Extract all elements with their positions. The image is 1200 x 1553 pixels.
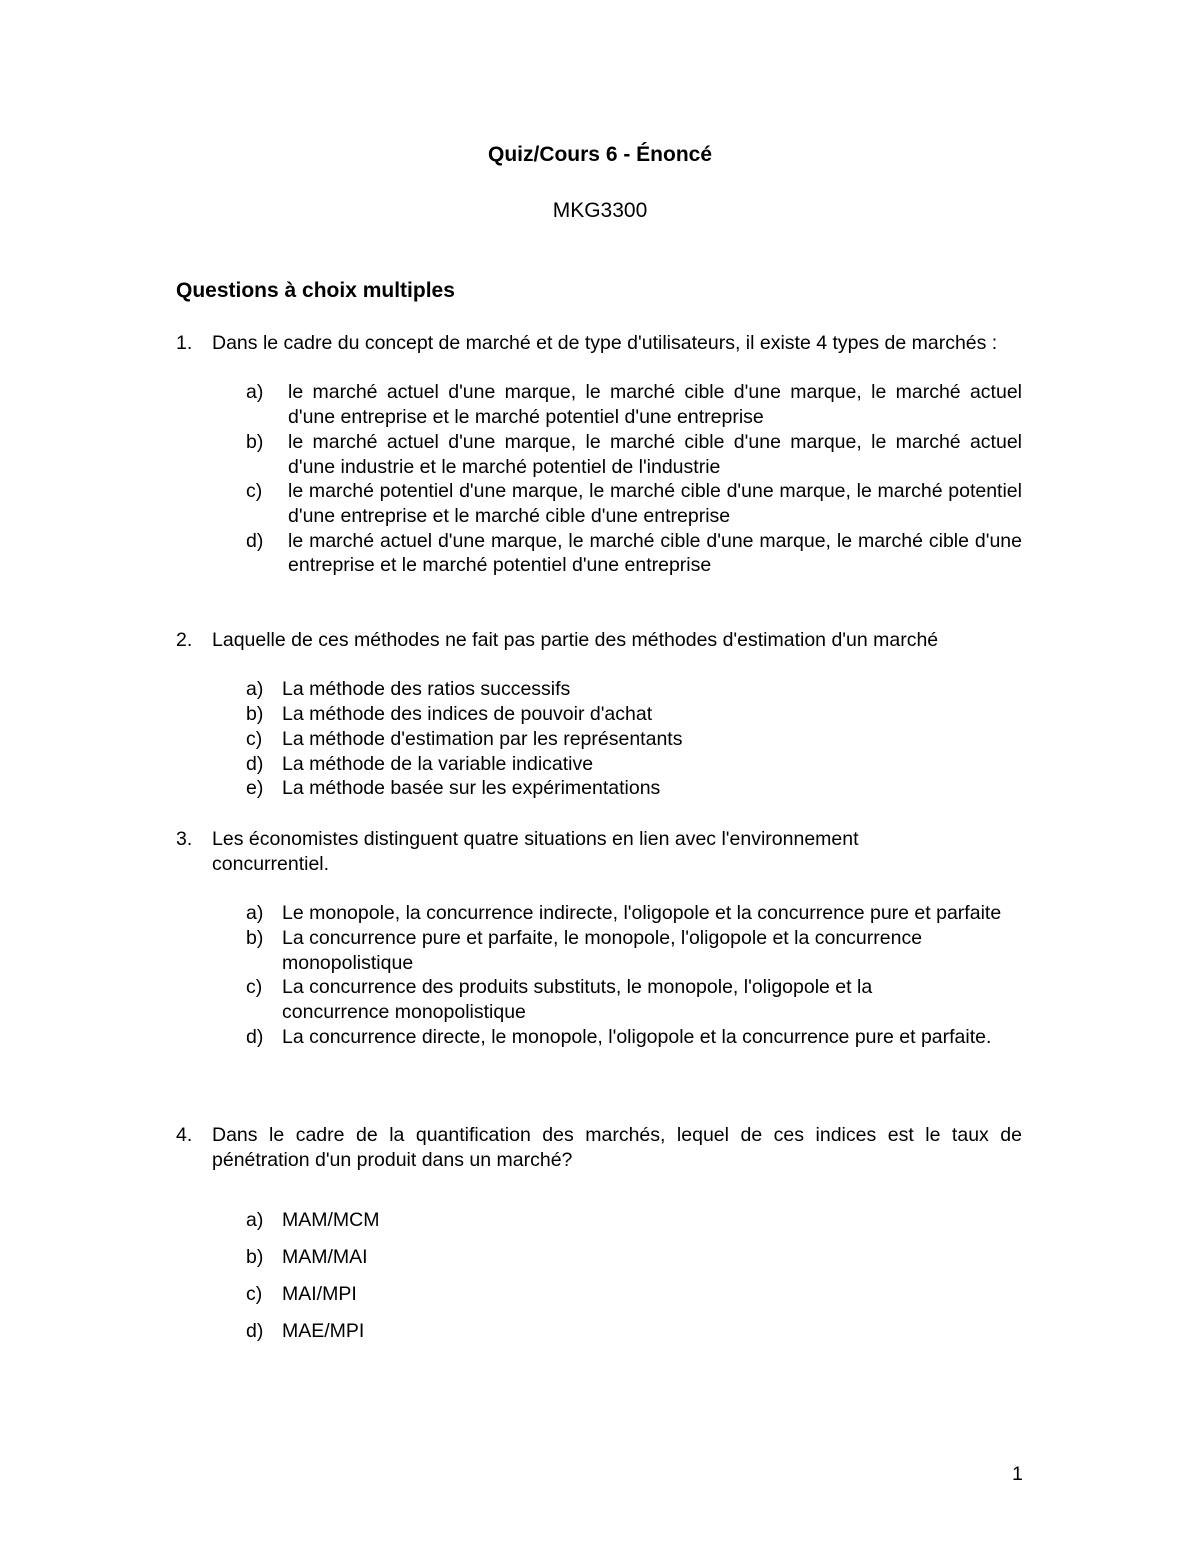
option-text: MAI/MPI <box>282 1283 357 1306</box>
question-text: Laquelle de ces méthodes ne fait pas partie des méthodes d'estimation d'un marché <box>212 629 939 651</box>
option-text: La méthode basée sur les expérimentations <box>282 777 661 800</box>
option-letter: c) <box>246 727 263 750</box>
option-text: La méthode d'estimation par les représentants <box>282 727 683 750</box>
option-letter: a) <box>246 1209 264 1232</box>
option <box>246 975 1022 1024</box>
option-list <box>176 380 1022 578</box>
page-number: 1 <box>1012 1463 1023 1485</box>
option-text: MAM/MCM <box>282 1209 380 1232</box>
option-letter: a) <box>246 678 264 701</box>
option <box>246 1025 1022 1050</box>
option <box>246 901 1022 926</box>
question-2 <box>176 628 1022 801</box>
course-code: MKG3300 <box>552 199 648 222</box>
option-letter: b) <box>246 703 264 726</box>
option-letter: d) <box>246 1320 264 1343</box>
option <box>246 1245 1022 1270</box>
option-text: le marché potentiel d'une marque, le marché cible d'une marque, le marché potentiel d'une entreprise et le marché cible d'une entreprise <box>288 480 1022 527</box>
option <box>246 1282 1022 1307</box>
option-letter: b) <box>246 430 264 453</box>
option-text: MAE/MPI <box>282 1320 365 1343</box>
question-text: Dans le cadre de la quantification des marchés, lequel de ces indices est le taux de pénétration d'un produit dans un marché? <box>212 1124 1022 1171</box>
question-text: Les économistes distinguent quatre situations en lien avec l'environnement concurrentiel. <box>212 828 859 875</box>
option <box>246 1319 1022 1344</box>
option-text: La méthode de la variable indicative <box>282 752 594 775</box>
option-letter: c) <box>246 480 263 503</box>
question-text: Dans le cadre du concept de marché et de type d'utilisateurs, il existe 4 types de marchés : <box>212 332 998 354</box>
section-heading: Questions à choix multiples <box>176 279 455 302</box>
option-letter: e) <box>246 777 264 800</box>
option-text: La concurrence pure et parfaite, le monopole, l'oligopole et la concurrence monopolistique <box>282 926 923 974</box>
option-list <box>176 677 1022 801</box>
option-text: La méthode des ratios successifs <box>282 678 571 701</box>
question-number: 3. <box>176 828 193 850</box>
option-letter: b) <box>246 1246 264 1269</box>
option-letter: d) <box>246 752 264 775</box>
option-text: MAM/MAI <box>282 1246 368 1269</box>
option-text: La concurrence directe, le monopole, l'oligopole et la concurrence pure et parfaite. <box>282 1025 992 1048</box>
option <box>246 926 1022 975</box>
option-text: Le monopole, la concurrence indirecte, l'oligopole et la concurrence pure et parfaite <box>282 902 1002 925</box>
option-letter: c) <box>246 1283 263 1306</box>
option-letter: b) <box>246 926 264 949</box>
question-number: 1. <box>176 332 193 354</box>
option-text: le marché actuel d'une marque, le marché cible d'une marque, le marché actuel d'une industrie et le marché potentiel de l'industrie <box>288 430 1022 478</box>
option-list <box>176 901 1022 1049</box>
option <box>246 380 1022 429</box>
option <box>246 752 1022 777</box>
question-3 <box>176 827 1022 1049</box>
option-letter: a) <box>246 902 264 925</box>
option-text: La concurrence des produits substituts, le monopole, l'oligopole et la concurrence monopolistique <box>282 976 873 1023</box>
question-number: 2. <box>176 629 193 651</box>
option <box>246 479 1022 528</box>
option <box>246 430 1022 479</box>
option <box>246 776 1022 801</box>
option <box>246 727 1022 752</box>
option <box>246 1208 1022 1233</box>
option-list <box>176 1208 1022 1344</box>
option-text: le marché actuel d'une marque, le marché cible d'une marque, le marché cible d'une entreprise et le marché potentiel d'une entreprise <box>288 529 1022 577</box>
option-letter: a) <box>246 381 264 404</box>
question-number: 4. <box>176 1124 193 1146</box>
option <box>246 529 1022 578</box>
question-1 <box>176 331 1022 578</box>
document-title: Quiz/Cours 6 - Énoncé <box>487 143 713 166</box>
question-4 <box>176 1123 1022 1356</box>
option-text: La méthode des indices de pouvoir d'achat <box>282 703 653 726</box>
option-letter: d) <box>246 529 264 552</box>
option-text: le marché actuel d'une marque, le marché cible d'une marque, le marché actuel d'une entreprise et le marché potentiel d'une entreprise <box>288 381 1022 429</box>
option <box>246 677 1022 702</box>
option-letter: d) <box>246 1025 264 1048</box>
option-letter: c) <box>246 976 263 999</box>
option <box>246 702 1022 727</box>
